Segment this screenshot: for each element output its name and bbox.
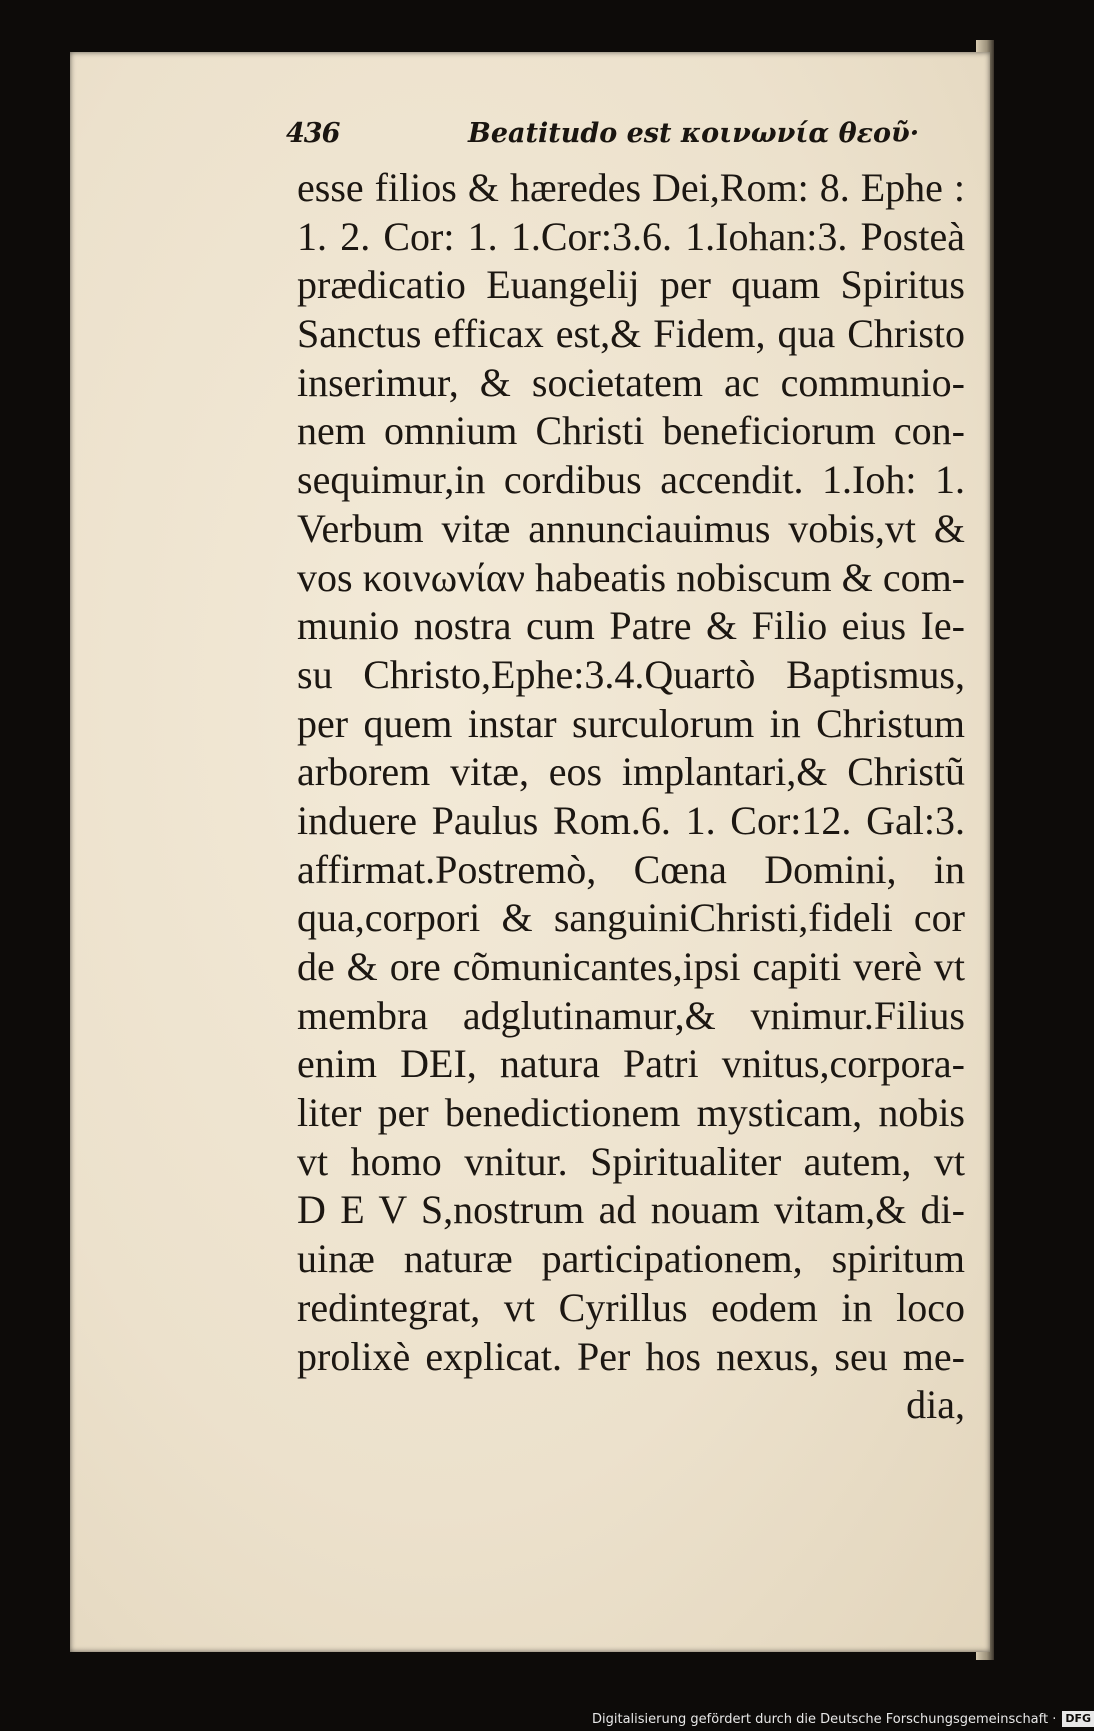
page-number: 436 — [286, 118, 340, 149]
digitization-footer — [592, 1708, 1094, 1730]
text-line: vt homo vnitur. Spiritualiter autem, vt — [297, 1138, 965, 1184]
running-head-title: Beatitudo est κοινωνία θεοῦ· — [468, 118, 920, 149]
text-line: inserimur, & societatem ac communio- — [297, 359, 965, 405]
text-line: prædicatio Euangelij per quam Spiritus — [297, 262, 965, 308]
text-line: redintegrat, vt Cyrillus eodem in loco — [297, 1284, 965, 1330]
text-line: uinæ naturæ participationem, spiritum — [297, 1236, 965, 1282]
text-line: affirmat.Postremò, Cœna Domini, in — [297, 846, 965, 892]
text-line: induere Paulus Rom.6. 1. Cor:12. Gal:3. — [297, 797, 965, 843]
text-line: membra adglutinamur,& vnimur.Filius — [297, 992, 965, 1038]
body-text — [297, 164, 965, 1430]
text-line: Verbum vitæ annunciauimus vobis,vt & — [297, 505, 965, 551]
text-line: sequimur,in cordibus accendit. 1.Ioh: 1. — [297, 457, 965, 503]
text-line: vos κοινωνίαν habeatis nobiscum & com- — [297, 554, 965, 600]
text-line: 1. 2. Cor: 1. 1.Cor:3.6. 1.Iohan:3. Posteà — [297, 213, 965, 259]
text-line: Sanctus efficax est,& Fidem, qua Christo — [297, 311, 965, 357]
text-line: su Christo,Ephe:3.4.Quartò Baptismus, — [297, 651, 965, 697]
dfg-logo: DFG — [1062, 1711, 1094, 1727]
text-line: prolixè explicat. Per hos nexus, seu me- — [297, 1333, 965, 1379]
text-line: per quem instar surculorum in Christum — [297, 700, 965, 746]
text-line-catchword: dia, — [906, 1382, 965, 1428]
text-line: qua,corpori & sanguiniChristi,fideli cor — [297, 895, 965, 941]
text-line: D E V S,nostrum ad nouam vitam,& di- — [297, 1187, 965, 1233]
running-head — [286, 118, 920, 158]
text-line: liter per benedictionem mysticam, nobis — [297, 1090, 965, 1136]
text-line: nem omnium Christi beneficiorum con- — [297, 408, 965, 454]
text-line: de & ore cõmunicantes,ipsi capiti verè vt — [297, 944, 965, 989]
text-line: esse filios & hæredes Dei,Rom: 8. Ephe : — [297, 165, 965, 210]
text-line: arborem vitæ, eos implantari,& Christũ — [297, 749, 965, 795]
text-line: munio nostra cum Patre & Filio eius Ie- — [297, 603, 965, 649]
text-line: enim DEI, natura Patri vnitus,corpora- — [297, 1041, 965, 1087]
funding-notice: Digitalisierung gefördert durch die Deutsche Forschungsgemeinschaft · — [592, 1711, 1057, 1727]
